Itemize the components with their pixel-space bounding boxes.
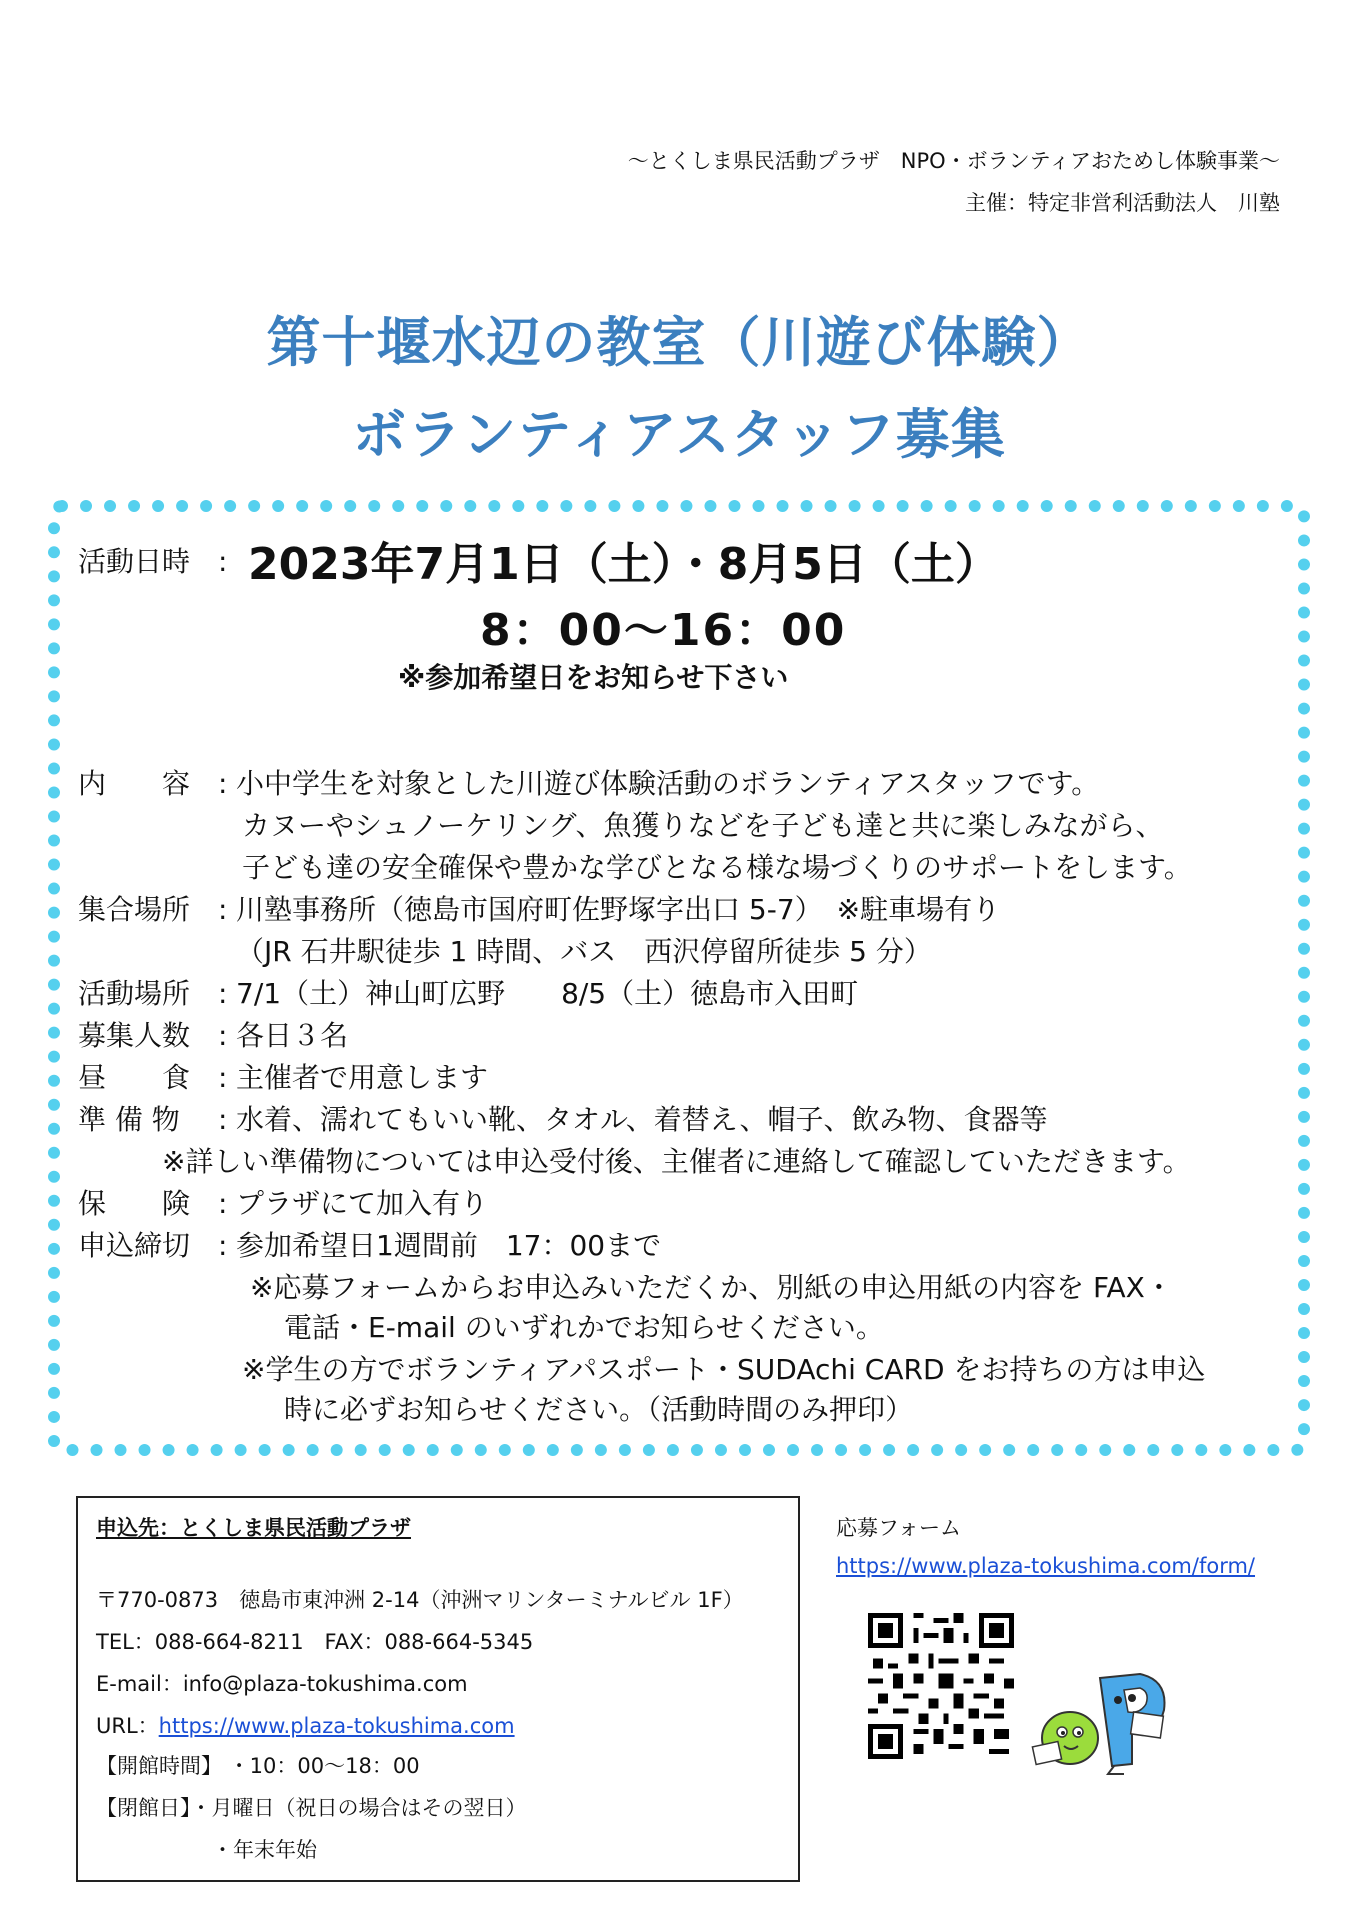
content-line-2: カヌーやシュノーケリング、魚獲りなどを子ども達と共に楽しみながら、 [242, 809, 1164, 842]
schedule-time: 8：00～16：00 [480, 605, 847, 656]
meeting-line-2: （JR 石井駅徒歩 1 時間、バス 西沢停留所徒歩 5 分） [236, 935, 932, 968]
content-line-3: 子ども達の安全確保や豊かな学びとなる様な場づくりのサポートをします。 [242, 851, 1192, 884]
form-url-link[interactable]: https://www.plaza-tokushima.com/form/ [836, 1554, 1256, 1578]
form-label: 応募フォーム [836, 1516, 961, 1540]
contact-url-label: URL： [96, 1714, 159, 1738]
recruit-label: 募集人数 [78, 1019, 191, 1052]
deadline-value: 参加希望日1週間前 17：00まで [236, 1229, 662, 1262]
contact-address: 〒770-0873 徳島市東沖洲 2-14（沖洲マリンターミナルビル 1F） [96, 1588, 744, 1612]
meeting-row: 集合場所 : 川塾事務所（徳島市国府町佐野塚字出口 5-7） ※駐車場有り [78, 893, 1001, 926]
insurance-row: 保 険 : プラザにて加入有り [78, 1187, 489, 1220]
activity-place-value: 7/1（土）神山町広野 8/5（土）徳島市入田町 [236, 977, 859, 1010]
contact-closed-row [96, 1792, 527, 1822]
contact-hours: 【開館時間】 ・10：00～18：00 [96, 1754, 420, 1778]
lunch-value: 主催者で用意します [236, 1061, 489, 1094]
activity-place-row: 活動場所 : 7/1（土）神山町広野 8/5（土）徳島市入田町 [78, 977, 859, 1010]
deadline-note-1b: 電話・E-mail のいずれかでお知らせください。 [284, 1311, 884, 1344]
content-label: 内 容 [78, 767, 191, 800]
contact-heading: 申込先：とくしま県民活動プラザ [96, 1516, 411, 1540]
contact-phone: TEL：088-664-8211 FAX：088-664-5345 [96, 1630, 534, 1654]
title-line-1: 第十堰水辺の教室（川遊び体験） [266, 311, 1092, 374]
contact-closed-1: ・月曜日（祝日の場合はその翌日） [190, 1796, 527, 1820]
schedule-label: 活動日時 [78, 545, 191, 578]
meeting-label: 集合場所 [78, 893, 191, 926]
lunch-label: 昼 食 [78, 1061, 191, 1094]
recruit-value: 各日３名 [236, 1019, 349, 1052]
deadline-row: 申込締切 : 参加希望日1週間前 17：00まで [78, 1229, 662, 1262]
items-label: 準 備 物 [78, 1103, 180, 1136]
deadline-note-2b: 時に必ずお知らせください。（活動時間のみ押印） [284, 1393, 914, 1426]
items-value: 水着、濡れてもいい靴、タオル、着替え、帽子、飲み物、食器等 [236, 1103, 1048, 1136]
lunch-row: 昼 食 : 主催者で用意します [78, 1061, 489, 1094]
schedule-note: ※参加希望日をお知らせ下さい [398, 661, 789, 694]
contact-url-row [96, 1710, 515, 1740]
organizer: 主催：特定非営利活動法人 川塾 [965, 191, 1280, 215]
deadline-label: 申込締切 [78, 1229, 191, 1262]
content-row: 内 容 : 小中学生を対象とした川遊び体験活動のボランティアスタッフです。 [78, 767, 1100, 800]
contact-closed-label: 【閉館日】 [96, 1796, 191, 1820]
program-name: ～とくしま県民活動プラザ NPO・ボランティアおためし体験事業～ [627, 149, 1280, 173]
title-line-2: ボランティアスタッフ募集 [352, 403, 1006, 466]
contact-url-link[interactable]: https://www.plaza-tokushima.com [158, 1714, 515, 1738]
contact-closed-2: ・年末年始 [212, 1838, 317, 1862]
contact-email: E-mail：info@plaza-tokushima.com [96, 1672, 468, 1696]
recruit-row: 募集人数 : 各日３名 [78, 1019, 349, 1052]
items-row: 準 備 物 : 水着、濡れてもいい靴、タオル、着替え、帽子、飲み物、食器等 [78, 1103, 1048, 1136]
schedule-dates: 2023年7月1日（土）・8月5日（土） [248, 539, 999, 590]
items-note: ※詳しい準備物については申込受付後、主催者に連絡して確認していただきます。 [162, 1145, 1191, 1178]
activity-place-label: 活動場所 [78, 977, 191, 1010]
meeting-line-1: 川塾事務所（徳島市国府町佐野塚字出口 5-7） ※駐車場有り [236, 893, 1001, 926]
deadline-note-1a: ※応募フォームからお申込みいただくか、別紙の申込用紙の内容を FAX・ [250, 1271, 1173, 1304]
plaza-mascot-icon [1028, 1660, 1178, 1780]
schedule-label-row: 活動日時 : [78, 545, 228, 578]
qr-code-icon[interactable] [868, 1613, 1014, 1759]
insurance-label: 保 険 [78, 1187, 191, 1220]
deadline-note-2a: ※学生の方でボランティアパスポート・SUDAchi CARD をお持ちの方は申込 [242, 1353, 1206, 1386]
insurance-value: プラザにて加入有り [236, 1187, 489, 1220]
content-line-1: 小中学生を対象とした川遊び体験活動のボランティアスタッフです。 [236, 767, 1100, 800]
